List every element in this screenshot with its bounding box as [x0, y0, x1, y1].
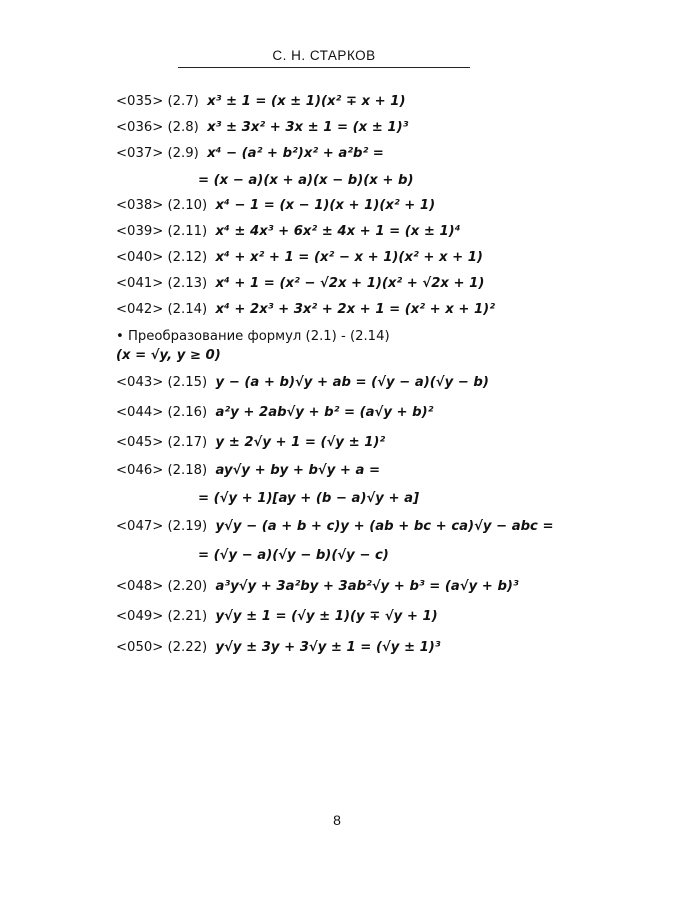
- formula: x⁴ + 1 = (x² − √2x + 1)(x² + √2x + 1): [215, 276, 485, 291]
- formula: x⁴ + x² + 1 = (x² − x + 1)(x² + x + 1): [215, 250, 483, 265]
- formula-label: <047> (2.19): [116, 519, 208, 534]
- header-rule: [178, 67, 470, 68]
- formula-label: <043> (2.15): [116, 375, 208, 390]
- formula: x⁴ − (a² + b²)x² + a²b² =: [207, 146, 384, 161]
- formula-line: [116, 276, 484, 291]
- formula-line: [116, 579, 519, 594]
- formula: x⁴ + 2x³ + 3x² + 2x + 1 = (x² + x + 1)²: [215, 302, 495, 317]
- formula: (x = √y, y ≥ 0): [116, 348, 221, 363]
- formula-continuation: [198, 491, 419, 506]
- formula-line: [116, 224, 460, 239]
- formula: a²y + 2ab√y + b² = (a√y + b)²: [215, 405, 434, 420]
- substitution-line: [116, 348, 221, 363]
- formula-line: [116, 94, 406, 109]
- formula: x³ ± 3x² + 3x ± 1 = (x ± 1)³: [207, 120, 409, 135]
- formula: x⁴ − 1 = (x − 1)(x + 1)(x² + 1): [215, 198, 436, 213]
- formula-label: <035> (2.7): [116, 94, 199, 109]
- running-header: С. Н. СТАРКОВ: [272, 48, 376, 63]
- page-number: 8: [333, 812, 341, 828]
- formula-line: [116, 609, 438, 624]
- formula: a³y√y + 3a²by + 3ab²√y + b³ = (a√y + b)³: [215, 579, 519, 594]
- formula-label: <049> (2.21): [116, 609, 208, 624]
- formula: = (√y + 1)[ay + (b − a)√y + a]: [198, 491, 420, 506]
- formula-label: <036> (2.8): [116, 120, 199, 135]
- formula-line: [116, 463, 380, 478]
- formula: x³ ± 1 = (x ± 1)(x² ∓ x + 1): [207, 94, 406, 109]
- formula-label: <048> (2.20): [116, 579, 208, 594]
- formula-line: [116, 198, 435, 213]
- formula: y − (a + b)√y + ab = (√y − a)(√y − b): [215, 375, 489, 390]
- formula: y√y ± 3y + 3√y ± 1 = (√y ± 1)³: [215, 640, 441, 655]
- formula-label: <041> (2.13): [116, 276, 208, 291]
- formula-line: [116, 146, 384, 161]
- formula-label: <045> (2.17): [116, 435, 208, 450]
- formula: y√y ± 1 = (√y ± 1)(y ∓ √y + 1): [215, 609, 438, 624]
- formula-line: [116, 375, 489, 390]
- formula-label: <037> (2.9): [116, 146, 199, 161]
- formula-continuation: [198, 173, 414, 188]
- formula-line: [116, 640, 441, 655]
- formula-label: <044> (2.16): [116, 405, 208, 420]
- formula: ay√y + by + b√y + a =: [215, 463, 381, 478]
- note-text: • Преобразование формул (2.1) - (2.14): [116, 329, 390, 344]
- formula-line: [116, 302, 495, 317]
- section-note: [116, 329, 390, 344]
- formula: y√y − (a + b + c)y + (ab + bc + ca)√y − abc =: [215, 519, 554, 534]
- formula: x⁴ ± 4x³ + 6x² ± 4x + 1 = (x ± 1)⁴: [215, 224, 461, 239]
- formula: = (√y − a)(√y − b)(√y − c): [198, 548, 389, 563]
- formula: y ± 2√y + 1 = (√y ± 1)²: [215, 435, 386, 450]
- formula-label: <042> (2.14): [116, 302, 208, 317]
- formula-label: <038> (2.10): [116, 198, 208, 213]
- formula-line: [116, 405, 433, 420]
- formula: = (x − a)(x + a)(x − b)(x + b): [198, 173, 414, 188]
- formula-line: [116, 519, 554, 534]
- formula-line: [116, 120, 408, 135]
- formula-line: [116, 250, 483, 265]
- formula-continuation: [198, 548, 389, 563]
- formula-label: <040> (2.12): [116, 250, 208, 265]
- formula-label: <039> (2.11): [116, 224, 208, 239]
- formula-line: [116, 435, 385, 450]
- formula-label: <046> (2.18): [116, 463, 208, 478]
- formula-label: <050> (2.22): [116, 640, 208, 655]
